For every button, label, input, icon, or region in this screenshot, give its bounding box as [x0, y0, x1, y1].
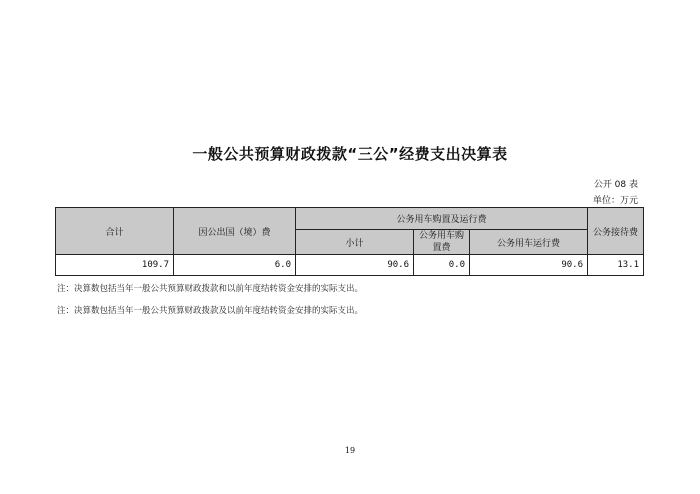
cell-vehicle-subtotal: 90.6	[296, 255, 414, 276]
cell-reception: 13.1	[588, 255, 644, 276]
page-number: 19	[344, 446, 356, 455]
footnote-1: 注：决算数包括当年一般公共预算财政拨款和以前年度结转资金安排的实际支出。	[57, 284, 364, 294]
table-code: 公开 08 表	[593, 180, 638, 190]
header-abroad: 因公出国（境）费	[174, 208, 296, 255]
cell-abroad: 6.0	[174, 255, 296, 276]
table-row	[56, 255, 644, 276]
header-reception: 公务接待费	[588, 208, 644, 255]
header-vehicle-subtotal: 小计	[296, 230, 414, 255]
expenditure-table	[55, 207, 644, 276]
header-vehicle-operation: 公务用车运行费	[470, 230, 588, 255]
header-total: 合计	[56, 208, 174, 255]
cell-vehicle-purchase: 0.0	[414, 255, 470, 276]
page-title: 一般公共预算财政拨款“三公”经费支出决算表	[192, 145, 508, 163]
unit-label: 单位：万元	[592, 196, 638, 206]
header-vehicle-group: 公务用车购置及运行费	[296, 208, 588, 230]
header-vehicle-purchase: 公务用车购置费	[414, 230, 470, 255]
cell-vehicle-operation: 90.6	[470, 255, 588, 276]
cell-total: 109.7	[56, 255, 174, 276]
footnote-2: 注：决算数包括当年一般公共预算财政拨款及以前年度结转资金安排的实际支出。	[57, 306, 364, 316]
